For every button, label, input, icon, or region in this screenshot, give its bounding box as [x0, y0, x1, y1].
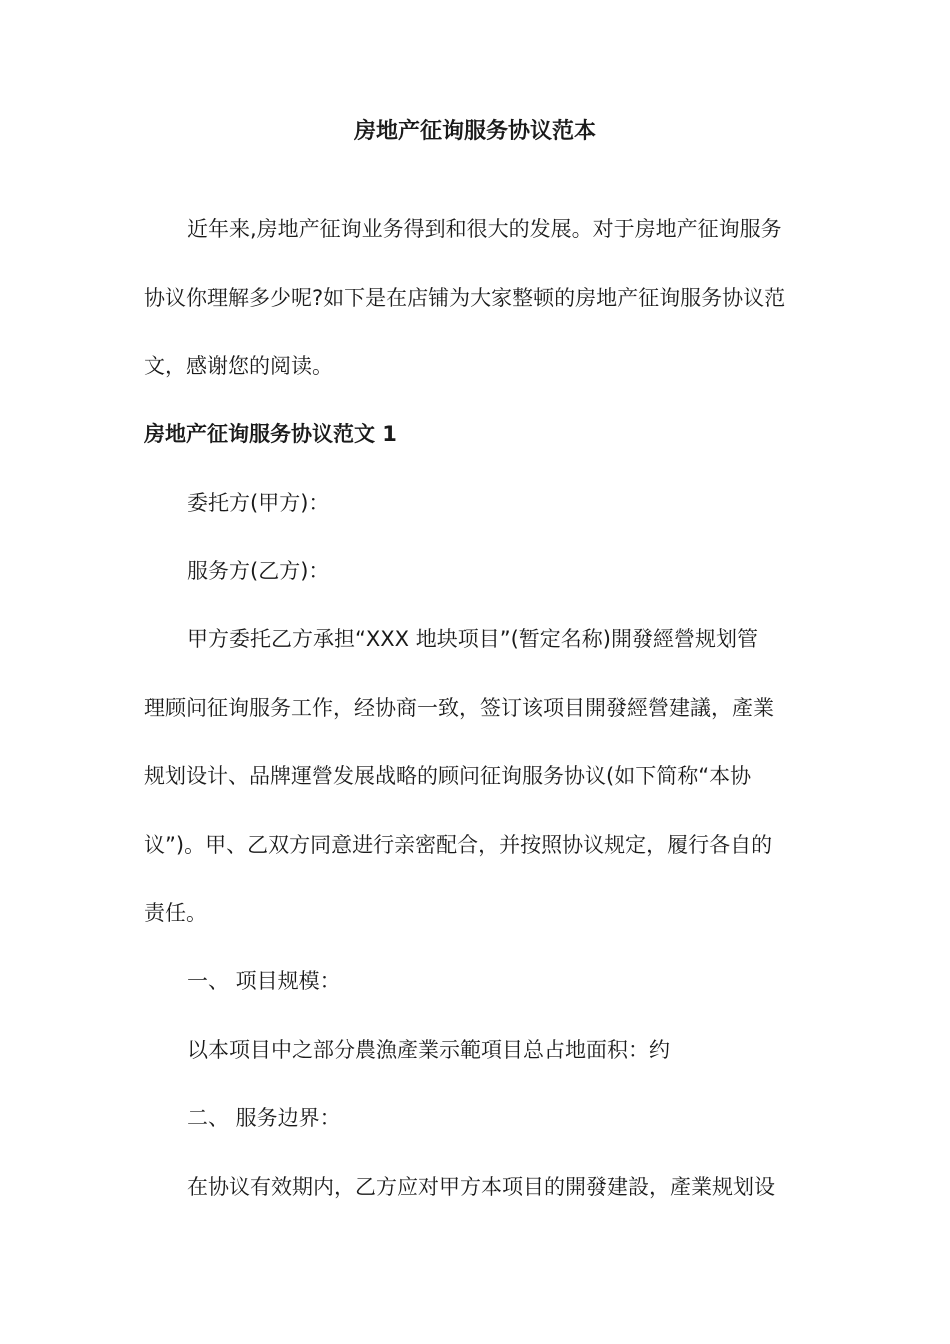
- clause-2-body-line-1: 在协议有效期内，乙方应对甲方本项目的開發建設，產業规划设: [187, 1175, 775, 1199]
- client-party-line: 委托方(甲方)：: [187, 491, 330, 515]
- intro-paragraph-line-3: 文，感谢您的阅读。: [144, 354, 333, 378]
- agreement-paragraph-line-4: 议”)。甲、乙双方同意进行亲密配合，并按照协议规定，履行各自的: [144, 833, 773, 857]
- agreement-paragraph-line-1: 甲方委托乙方承担“XXX 地块项目”(暂定名称)開發經營规划管: [187, 627, 758, 651]
- document-title: 房地产征询服务协议范本: [353, 119, 596, 144]
- clause-1-body: 以本项目中之部分農漁產業示範項目总占地面积：约: [187, 1038, 670, 1062]
- agreement-paragraph-line-3: 规划设计、品牌運營发展战略的顾问征询服务协议(如下简称“本协: [144, 764, 752, 788]
- agreement-paragraph-line-5: 责任。: [144, 901, 207, 925]
- intro-paragraph-line-1: 近年来,房地产征询业务得到和很大的发展。对于房地产征询服务: [187, 217, 782, 241]
- intro-paragraph-line-2: 协议你理解多少呢?如下是在店铺为大家整顿的房地产征询服务协议范: [144, 286, 786, 310]
- clause-1-heading: 一、 项目规模：: [187, 969, 341, 993]
- section-heading: 房地产征询服务协议范文 1: [144, 422, 397, 446]
- agreement-paragraph-line-2: 理顾问征询服务工作，经协商一致，签订该项目開發經營建議，產業: [144, 696, 774, 720]
- clause-2-heading: 二、 服务边界：: [187, 1106, 341, 1130]
- service-party-line: 服务方(乙方)：: [187, 559, 330, 583]
